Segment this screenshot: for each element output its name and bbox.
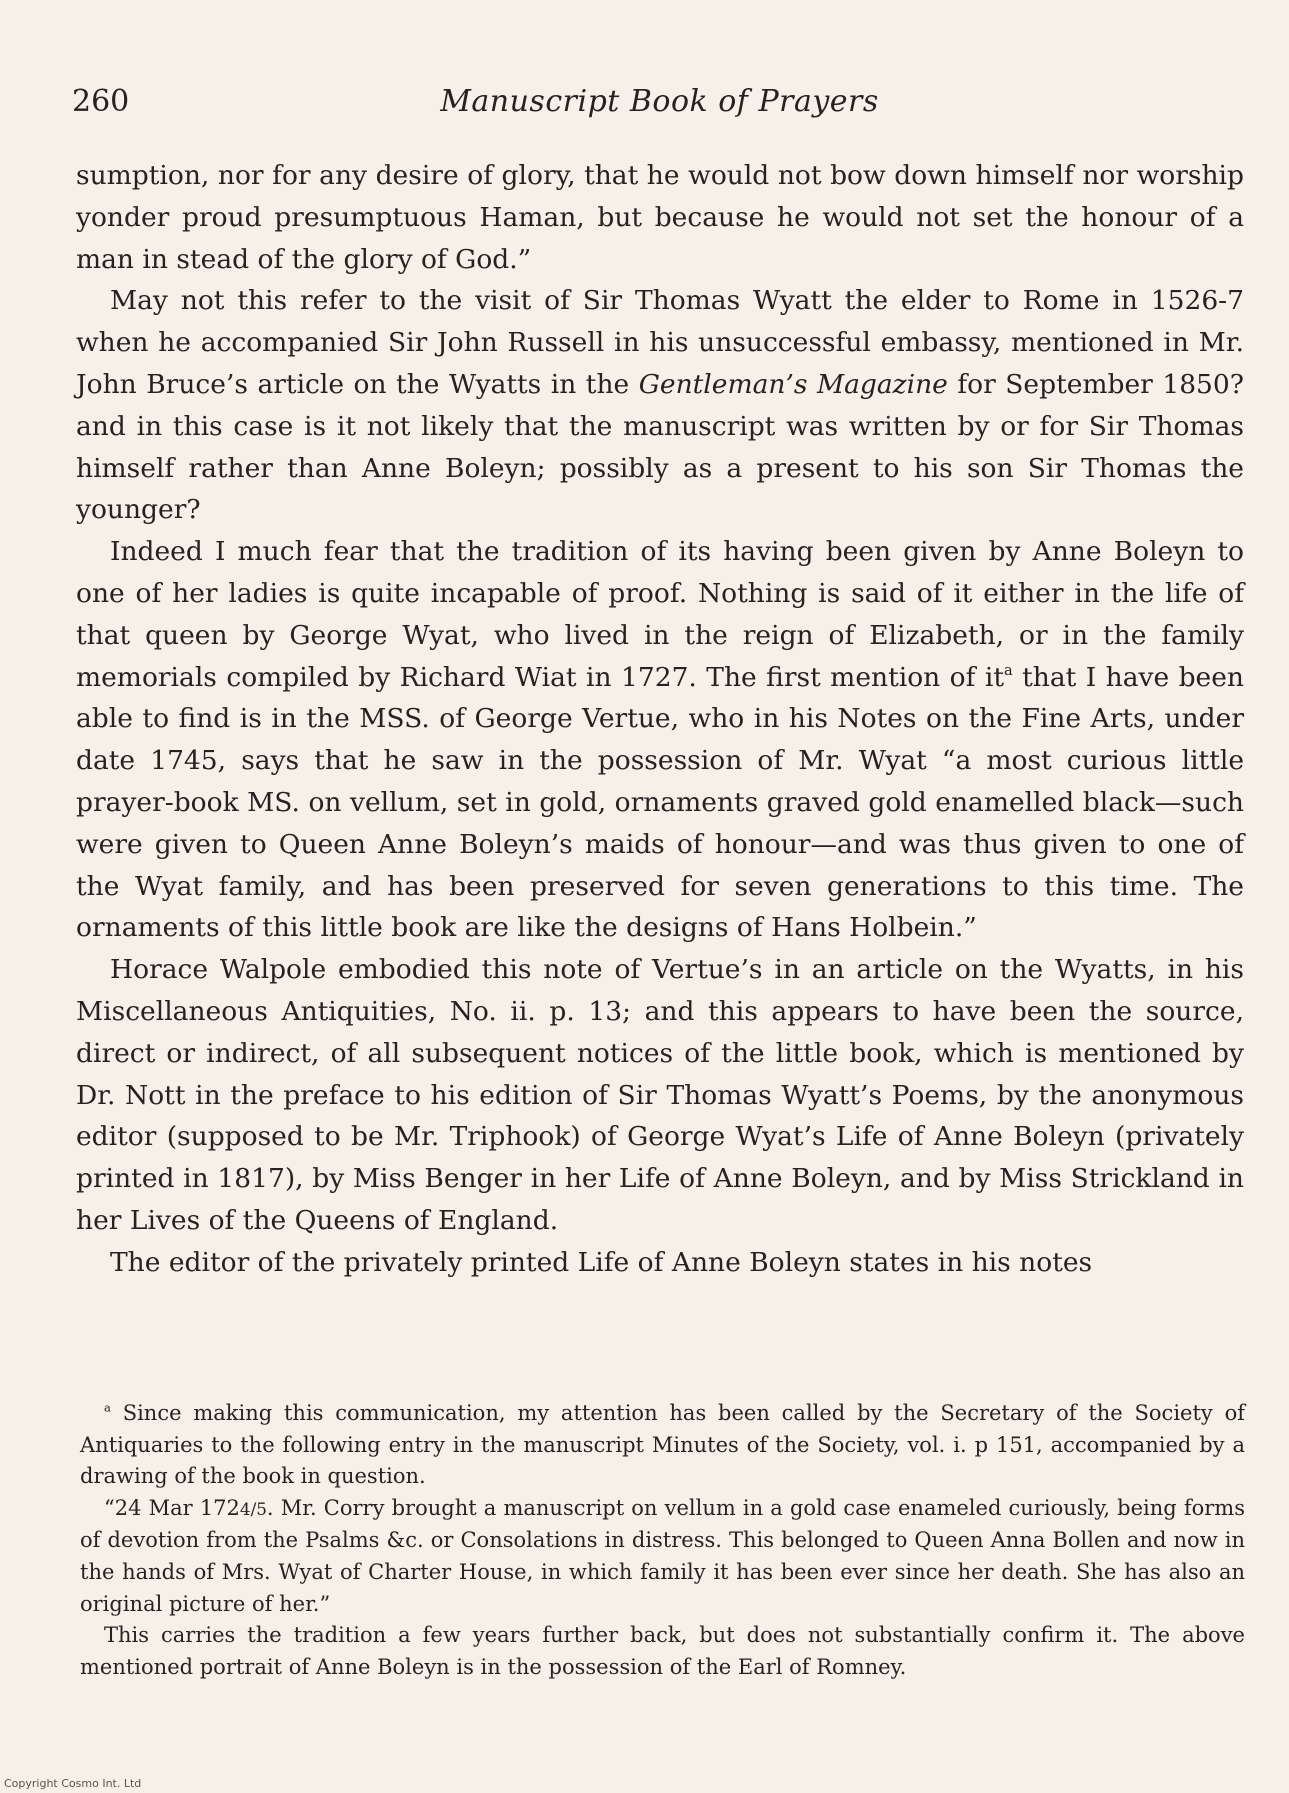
paragraph-4: Horace Walpole embodied this note of Vertue’s in an article on the Wyatts, in his Miscellaneous Antiquities, No. ii. p. 13; and this appears to have been the source, direct or indirect, of all subsequent notices of the little book, which is mentioned by Dr. Nott in the preface to his edition of Sir Thomas Wyatt’s Poems, by the anonymous editor (supposed to be Mr. Triphook) of George Wyat’s Life of Anne Boleyn (privately printed in 1817), by Miss Benger in her Life of Anne Boleyn, and by Miss Strickland in her Lives of the Queens of England.: [76, 954, 1244, 1236]
page-header: [72, 84, 1247, 124]
footnote-a: [80, 1398, 1245, 1493]
footnote-reference: a: [1003, 661, 1013, 679]
paragraph-3-text: Indeed I much fear that the tradition of its having been given by Anne Boleyn to one of her ladies is quite incapable of proof. Nothing is said of it either in the life of that queen by George Wyat, who lived in the reign of Elizabeth, or in the family memorials compiled by Richard Wiat in 1727. The first mention of it: [76, 536, 1244, 693]
body-text: [76, 155, 1244, 1284]
footnote-quote-text: “24 Mar 172: [104, 1495, 240, 1520]
paragraph-3-text-cont: that I have been able to find is in the MSS. of George Vertue, who in his Notes on the Fine Arts, under date 1745, says that he saw in the possession of Mr. Wyat “a most curious little prayer-book MS. on vellum, set in gold, ornaments graved gold enamelled black—such were given to Queen Anne Boleyn’s maids of honour—and was thus given to one of the Wyat family, and has been preserved for seven generations to this time. The ornaments of this little book are like the designs of Hans Holbein.”: [76, 661, 1244, 944]
page-number: 260: [72, 84, 130, 119]
footnote-note: This carries the tradition a few years further back, but does not substantially confirm it. The above mentioned portrait of Anne Boleyn is in the possession of the Earl of Romney.: [80, 1623, 1245, 1679]
paragraph-2-text: May not this refer to the visit of Sir Thomas Wyatt the elder to Rome in 1526-7 when he accompanied Sir John Russell in his unsuccessful embassy, mentioned in Mr. John Bruce’s article on the Wyatts in the: [76, 285, 1244, 400]
magazine-title: Gentleman’s Magazine: [638, 368, 948, 400]
footnote-quote: [80, 1493, 1245, 1620]
footnote-mark: a: [104, 1400, 111, 1415]
paragraph-2: [76, 280, 1244, 531]
footnote-quote-text-cont: . Mr. Corry brought a manuscript on vellum in a gold case enameled curiously, being forms of devotion from the Psalms &c. or Consolations in distress. This belonged to Queen Anna Bollen and now in the hands of Mrs. Wyat of Charter House, in which family it has been ever since her death. She has also an original picture of her.”: [80, 1495, 1245, 1616]
year-fraction: 4/5: [239, 1498, 267, 1519]
paragraph-5: The editor of the privately printed Life of Anne Boleyn states in his notes: [110, 1246, 1093, 1278]
footnotes: [80, 1398, 1245, 1683]
paragraph-2-text-cont: for September 1850? and in this case is it not likely that the manuscript was written by or for Sir Thomas himself rather than Anne Boleyn; possibly as a present to his son Sir Thomas the younger?: [76, 368, 1244, 526]
running-title: Manuscript Book of Prayers: [440, 84, 879, 119]
copyright-notice: Copyright Cosmo Int. Ltd: [4, 1777, 142, 1790]
footnote-a-text: Since making this communication, my attention has been called by the Secretary of the Society of Antiquaries to the following entry in the manuscript Minutes of the Society, vol. i. p 151, accompanied by a drawing of the book in question.: [80, 1401, 1245, 1489]
paragraph-1: sumption, nor for any desire of glory, that he would not bow down himself nor worship yonder proud presumptuous Haman, but because he would not set the honour of a man in stead of the glory of God.”: [76, 160, 1244, 275]
paragraph-3: [76, 531, 1244, 949]
